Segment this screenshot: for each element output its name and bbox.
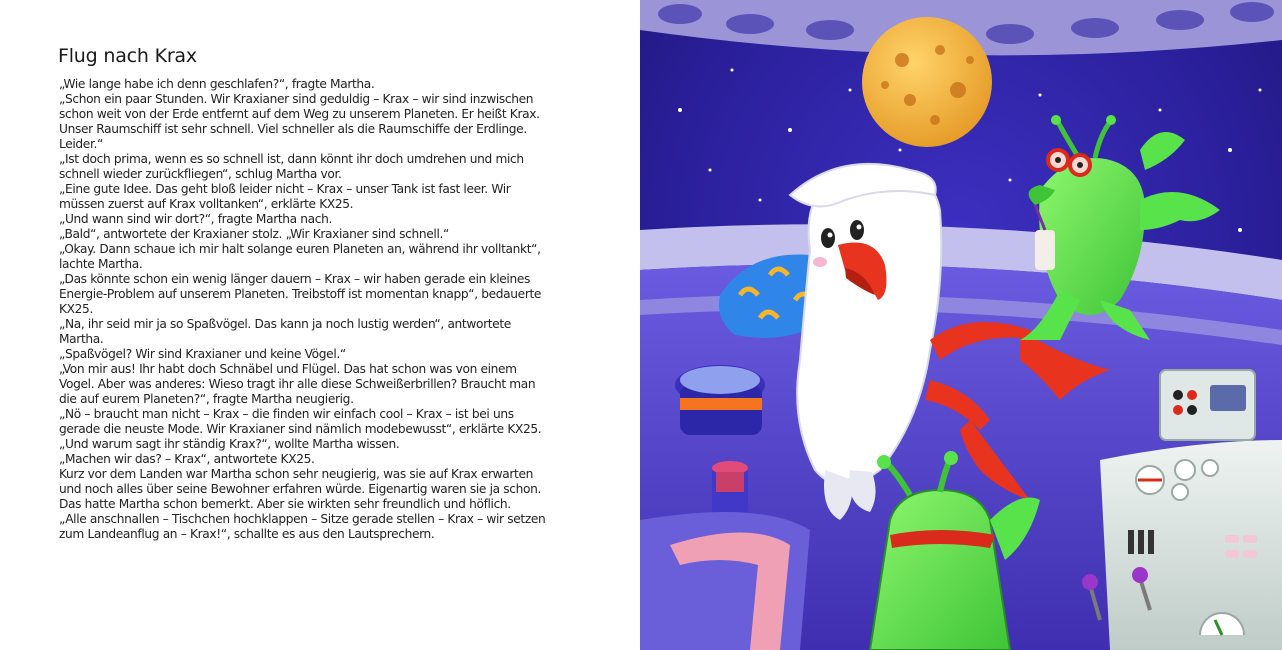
text-page (0, 0, 640, 650)
story-paragraph: „Von mir aus! Ihr habt doch Schnäbel und Flügel. Das hat schon was von einem Vogel. Aber was anderes: Wieso tragt ihr alle diese Schweißerbrillen? Braucht man die auf eurem Planeten?“, fragte Martha neugierig. (59, 362, 536, 406)
story-paragraph: „Und warum sagt ihr ständig Krax?“, wollte Martha wissen. (59, 437, 400, 451)
story-paragraph: „Eine gute Idee. Das geht bloß leider nicht – Krax – unser Tank ist fast leer. Wir müssen zuerst auf Krax volltanken“, erklärte KX25. (59, 182, 511, 211)
story-paragraph: „Okay. Dann schaue ich mir halt solange euren Planeten an, während ihr volltankt“, lachte Martha. (59, 242, 541, 271)
story-paragraph: Kurz vor dem Landen war Martha schon sehr neugierig, was sie auf Krax erwarten und noch alles über seine Bewohner erfahren würde. Eigenartig waren sie ja schon. Das hatte Martha schon bemerkt. Aber sie wirkten sehr freundlich und höflich. (59, 467, 541, 511)
story-paragraph: „Spaßvögel? Wir sind Kraxianer und keine Vögel.“ (59, 347, 346, 361)
story-paragraph: „Nö – braucht man nicht – Krax – die finden wir einfach cool – Krax – ist bei uns gerade die neuste Mode. Wir Kraxianer sind nämlich modebewusst“, erklärte KX25. (59, 407, 542, 436)
seat-cushion (675, 365, 765, 435)
moon (862, 17, 992, 147)
chapter-title: Flug nach Krax (58, 45, 197, 67)
story-paragraph: „Wie lange habe ich denn geschlafen?“, fragte Martha. (59, 77, 375, 91)
story-paragraph: „Alle anschnallen – Tischchen hochklappen – Sitze gerade stellen – Krax – wir setzen zum Landeanflug an – Krax!“, schallte es aus den Lautsprechern. (59, 512, 546, 541)
story-paragraph: „Na, ihr seid mir ja so Spaßvögel. Das kann ja noch lustig werden“, antwortete Martha. (59, 317, 511, 346)
story-paragraph: „Machen wir das? – Krax“, antwortete KX25. (59, 452, 315, 466)
story-paragraph: „Schon ein paar Stunden. Wir Kraxianer sind geduldig – Krax – wir sind inzwischen schon weit von der Erde entfernt auf dem Weg zu unserem Planeten. Er heißt Krax. Unser Raumschiff ist sehr schnell. Viel schneller als die Raumschiffe der Erdlinge. Leider.“ (59, 92, 540, 151)
illustration-page (640, 0, 1282, 650)
story-text (59, 77, 549, 542)
spaceship-illustration (640, 0, 1282, 650)
story-paragraph: „Das könnte schon ein wenig länger dauern – Krax – wir haben gerade ein kleines Energie-Problem auf unserem Planeten. Treibstoff ist momentan knapp“, bedauerte KX25. (59, 272, 542, 316)
story-paragraph: „Und wann sind wir dort?“, fragte Martha nach. (59, 212, 333, 226)
story-paragraph: „Ist doch prima, wenn es so schnell ist, dann könnt ihr doch umdrehen und mich schnell wieder zurückfliegen“, schlug Martha vor. (59, 152, 524, 181)
story-paragraph: „Bald“, antwortete der Kraxianer stolz. „Wir Kraxianer sind schnell.“ (59, 227, 449, 241)
